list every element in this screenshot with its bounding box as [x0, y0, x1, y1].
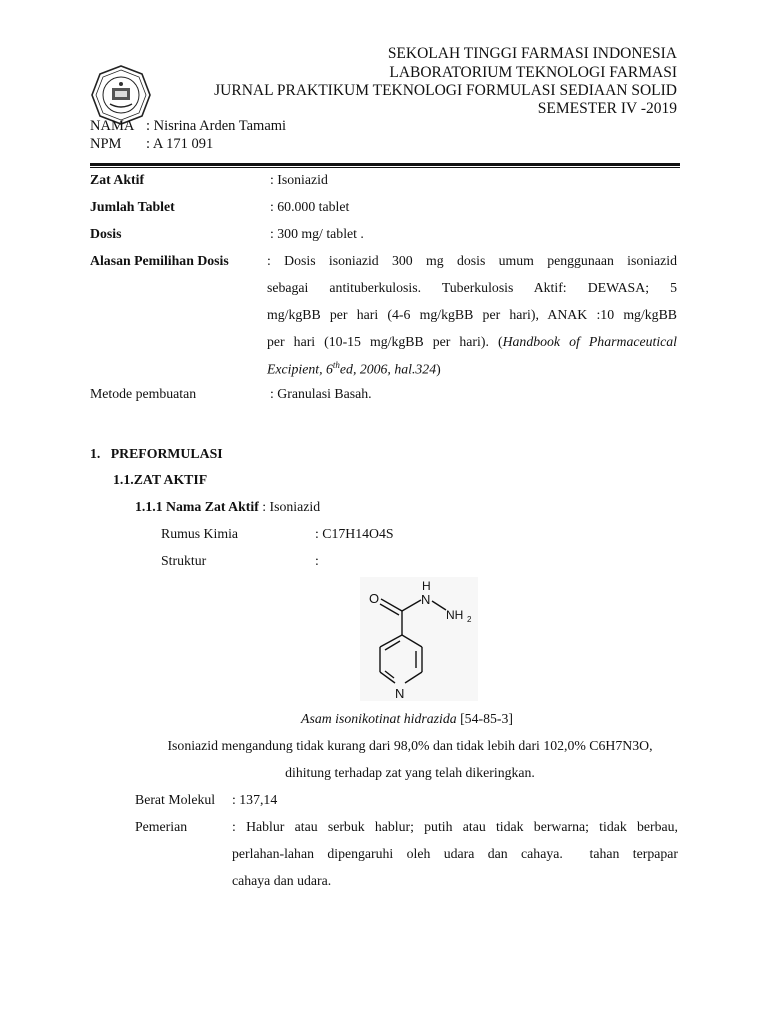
alasan-line-1: : Dosis isoniazid 300 mg dosis umum penggunaan isoniazid	[267, 253, 677, 268]
alasan-line-5	[267, 360, 441, 378]
section-zat-aktif: 1.1.ZAT AKTIF	[113, 472, 208, 487]
excipient-ref-rest: ed, 2006, hal.324	[339, 361, 437, 377]
purity-line-1: Isoniazid mengandung tidak kurang dari 98,0% dan tidak lebih dari 102,0% C6H7N3O,	[167, 738, 653, 753]
amide-nitrogen-label: N	[421, 592, 431, 607]
alasan-line-4a: per hari (10-15 mg/kgBB per hari). (	[267, 334, 503, 349]
berat-value: : 137,14	[232, 792, 278, 807]
pemerian-line-1: : Hablur atau serbuk hablur; putih atau tidak berwarna; tidak berbau,	[232, 819, 678, 834]
rumus-label: Rumus Kimia	[161, 526, 239, 541]
structure-caption	[0, 711, 768, 727]
caption-cas: [54-85-3]	[456, 711, 513, 726]
nama-zat-value: : Isoniazid	[258, 499, 321, 514]
alasan-line-2: sebagai antituberkulosis. Tuberkulosis Aktif: DEWASA; 5	[267, 280, 677, 295]
oxygen-label: O	[369, 591, 380, 606]
nama-value: : Nisrina Arden Tamami	[146, 118, 287, 134]
npm-value: : A 171 091	[146, 136, 214, 152]
excipient-ref: Excipient, 6	[267, 361, 333, 377]
rumus-value: : C17H14O4S	[315, 526, 394, 541]
berat-label: Berat Molekul	[135, 792, 216, 807]
purity-line-2: dihitung terhadap zat yang telah dikeringkan.	[285, 765, 535, 780]
zat-aktif-value: : Isoniazid	[270, 172, 328, 187]
pemerian-label: Pemerian	[135, 819, 188, 834]
alasan-line-3: mg/kgBB per hari (4-6 mg/kgBB per hari), ANAK :10 mg/kgBB	[267, 307, 677, 322]
nama-zat-label: 1.1.1 Nama Zat Aktif	[135, 499, 259, 514]
header-journal: JURNAL PRAKTIKUM TEKNOLOGI FORMULASI SEDIAAN SOLID	[214, 82, 677, 99]
section-nama-zat	[135, 499, 320, 515]
metode-label: Metode pembuatan	[90, 386, 197, 401]
npm-label: NPM	[90, 136, 122, 152]
nh2-label: NH	[446, 608, 464, 622]
jumlah-value: : 60.000 tablet	[270, 199, 350, 214]
struktur-label: Struktur	[161, 553, 207, 568]
header-lab: LABORATORIUM TEKNOLOGI FARMASI	[389, 64, 677, 81]
pemerian-line-2: perlahan-lahan dipengaruhi oleh udara dan cahaya. tahan terpapar	[232, 846, 678, 861]
caption-name: Asam isonikotinat hidrazida	[301, 711, 457, 726]
header-rule	[90, 163, 680, 166]
header-rule-thin	[90, 167, 680, 168]
edition-sup: th	[332, 360, 340, 370]
section-preformulasi: 1. PREFORMULASI	[90, 446, 223, 461]
alasan-line-4	[267, 334, 677, 350]
ring-nitrogen-label: N	[395, 686, 405, 701]
zat-aktif-label: Zat Aktif	[90, 172, 145, 187]
jumlah-label: Jumlah Tablet	[90, 199, 175, 214]
nh2-subscript: 2	[467, 615, 472, 624]
nama-label: NAMA	[90, 118, 135, 134]
handbook-title: Handbook of Pharmaceutical	[502, 334, 678, 349]
isoniazid-structure	[360, 577, 478, 701]
header-school: SEKOLAH TINGGI FARMASI INDONESIA	[387, 45, 677, 62]
hydrogen-label: H	[422, 579, 431, 593]
header-semester: SEMESTER IV -2019	[537, 100, 677, 117]
metode-value: : Granulasi Basah.	[270, 386, 372, 401]
struktur-value: :	[315, 553, 319, 568]
excipient-close: )	[436, 361, 441, 377]
pemerian-line-3: cahaya dan udara.	[232, 873, 332, 888]
dosis-value: : 300 mg/ tablet .	[270, 226, 364, 241]
institution-logo	[90, 64, 152, 126]
dosis-label: Dosis	[90, 226, 122, 241]
alasan-label: Alasan Pemilihan Dosis	[90, 253, 229, 268]
